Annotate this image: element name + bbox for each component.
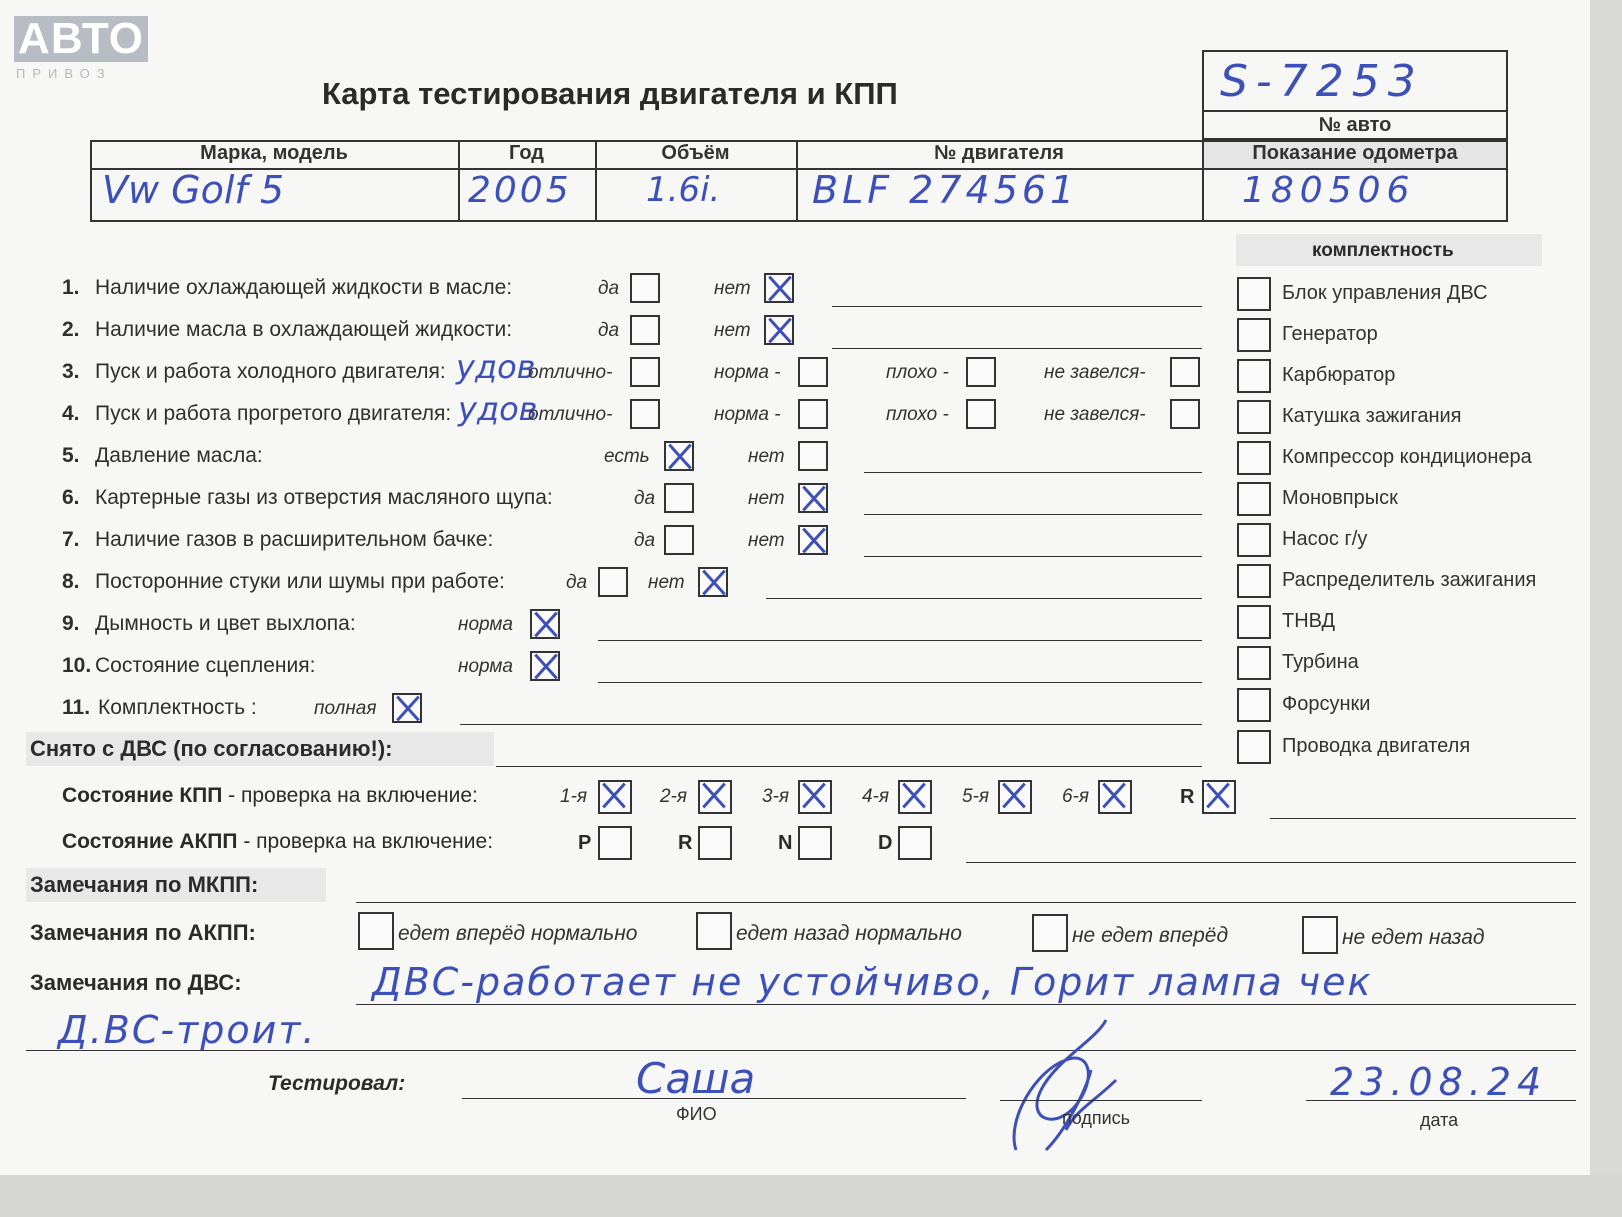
comp-ac-compressor-checkbox[interactable] — [1237, 441, 1271, 475]
item-7-note-line — [864, 556, 1202, 557]
comp-fuel-pump-label: ТНВД — [1282, 610, 1336, 632]
item-8-no-label: нет — [648, 572, 685, 593]
comp-injectors-checkbox[interactable] — [1237, 688, 1271, 722]
item-3-number: 3. — [62, 360, 80, 383]
col-engine-header: № двигателя — [934, 142, 1064, 164]
akpp-backward-ok-checkbox[interactable] — [696, 912, 732, 950]
item-2-number: 2. — [62, 318, 80, 341]
item-9-label: Дымность и цвет выхлопа: — [95, 612, 356, 635]
item-3-excellent-checkbox[interactable] — [630, 357, 660, 387]
item-8-number: 8. — [62, 570, 80, 593]
date-label: дата — [1420, 1110, 1459, 1130]
gear-r-label: R — [1180, 786, 1195, 808]
item-11-note-line — [460, 724, 1202, 725]
item-4-label: Пуск и работа прогретого двигателя: — [95, 402, 452, 425]
item-5-no-checkbox[interactable] — [798, 441, 828, 471]
item-9-number: 9. — [62, 612, 80, 635]
comp-wiring-label: Проводка двигателя — [1282, 735, 1471, 757]
comp-distributor-label: Распределитель зажигания — [1282, 569, 1537, 591]
removed-label: Снято с ДВС (по согласованию!): — [30, 736, 393, 761]
akpp-label-bold: Состояние АКПП — [62, 830, 238, 853]
akpp-d-checkbox[interactable] — [898, 826, 932, 860]
comp-wiring-checkbox[interactable] — [1237, 730, 1271, 764]
item-10-label: Состояние сцепления: — [95, 654, 316, 677]
item-3-not-started-checkbox[interactable] — [1170, 357, 1200, 387]
item-2-note-line — [832, 348, 1202, 349]
scan-edge-bottom — [0, 1175, 1622, 1217]
volume-value: 1.6i. — [646, 170, 721, 210]
item-4-handwritten: удов — [458, 390, 538, 428]
col-brand-header: Марка, модель — [200, 142, 348, 164]
item-1-number: 1. — [62, 276, 80, 299]
item-5-note-line — [864, 472, 1202, 473]
item-10-note-line — [598, 682, 1202, 683]
gear-r-checkbox[interactable] — [1202, 780, 1236, 814]
item-1-no-checkbox[interactable] — [764, 273, 794, 303]
item-6-yes-checkbox[interactable] — [664, 483, 694, 513]
remarks-mkpp-label: Замечания по МКПП: — [30, 872, 259, 897]
item-10-normal-label: норма — [458, 656, 513, 677]
comp-mono-injection-label: Моновпрыск — [1282, 487, 1398, 509]
akpp-p-checkbox[interactable] — [598, 826, 632, 860]
akpp-note-line — [966, 862, 1576, 863]
year-value: 2005 — [468, 170, 572, 211]
gear-6-label: 6-я — [1062, 786, 1090, 807]
item-7-yes-checkbox[interactable] — [664, 525, 694, 555]
gear-2-checkbox[interactable] — [698, 780, 732, 814]
akpp-label-rest: - проверка на включение: — [237, 830, 494, 853]
item-4-excellent-label: отлично- — [528, 404, 613, 425]
item-11-full-checkbox[interactable] — [392, 693, 422, 723]
comp-injectors-label: Форсунки — [1282, 693, 1371, 715]
item-5-yes-checkbox[interactable] — [664, 441, 694, 471]
akpp-no-backward-checkbox[interactable] — [1302, 916, 1338, 954]
item-4-number: 4. — [62, 402, 80, 425]
item-4-bad-label: плохо - — [886, 404, 949, 425]
gear-2-label: 2-я — [660, 786, 688, 807]
comp-fuel-pump-checkbox[interactable] — [1237, 605, 1271, 639]
item-1-yes-label: да — [598, 278, 620, 299]
comp-turbo-checkbox[interactable] — [1237, 646, 1271, 680]
item-4-not-started-label: не завелся- — [1044, 404, 1146, 425]
item-8-no-checkbox[interactable] — [698, 567, 728, 597]
comp-ecu-label: Блок управления ДВС — [1282, 282, 1488, 304]
item-8-note-line — [766, 598, 1202, 599]
comp-generator-label: Генератор — [1282, 323, 1378, 345]
item-6-label: Картерные газы из отверстия масляного щупа: — [95, 486, 553, 509]
comp-ecu-checkbox[interactable] — [1237, 277, 1271, 311]
auto-number-label: № авто — [1318, 114, 1392, 136]
item-2-no-label: нет — [714, 320, 751, 341]
remarks-dvs-line2 — [26, 1050, 1576, 1051]
item-11-number: 11. — [62, 696, 91, 719]
comp-mono-injection-checkbox[interactable] — [1237, 482, 1271, 516]
col-odometer-header: Показание одометра — [1252, 142, 1458, 164]
akpp-n-label: N — [778, 832, 793, 854]
item-3-normal-label: норма - — [714, 362, 781, 383]
gear-4-label: 4-я — [862, 786, 890, 807]
item-9-normal-checkbox[interactable] — [530, 609, 560, 639]
engine-number-value: BLF 274561 — [812, 168, 1079, 212]
comp-turbo-label: Турбина — [1282, 651, 1359, 673]
item-10-normal-checkbox[interactable] — [530, 651, 560, 681]
item-6-no-label: нет — [748, 488, 785, 509]
remarks-dvs-label: Замечания по ДВС: — [30, 970, 242, 995]
col-volume-header: Объём — [661, 142, 730, 164]
completeness-title: комплектность — [1312, 240, 1454, 261]
akpp-no-forward-checkbox[interactable] — [1032, 914, 1068, 952]
gear-3-label: 3-я — [762, 786, 790, 807]
kpp-label — [62, 784, 478, 808]
remarks-dvs-text-line1: ДВС-работает не устойчиво, Горит лампа чек — [372, 960, 1373, 1004]
tester-name: Саша — [636, 1054, 756, 1103]
gear-3-checkbox[interactable] — [798, 780, 832, 814]
comp-generator-checkbox[interactable] — [1237, 318, 1271, 352]
item-6-note-line — [864, 514, 1202, 515]
akpp-no-forward-label: не едет вперёд — [1072, 924, 1229, 947]
comp-distributor-checkbox[interactable] — [1237, 564, 1271, 598]
item-3-excellent-label: отлично- — [528, 362, 613, 383]
comp-power-steering-checkbox[interactable] — [1237, 523, 1271, 557]
logo-subtitle: ПРИВОЗ — [16, 66, 112, 81]
item-2-yes-checkbox[interactable] — [630, 315, 660, 345]
item-8-yes-checkbox[interactable] — [598, 567, 628, 597]
akpp-n-checkbox[interactable] — [798, 826, 832, 860]
kpp-note-line — [1270, 818, 1576, 819]
item-2-label: Наличие масла в охлаждающей жидкости: — [95, 318, 513, 341]
remarks-dvs-line1 — [356, 1004, 1576, 1005]
comp-coil-label: Катушка зажигания — [1282, 405, 1462, 427]
page-title: Карта тестирования двигателя и КПП — [322, 76, 898, 111]
item-4-not-started-checkbox[interactable] — [1170, 399, 1200, 429]
item-2-no-checkbox[interactable] — [764, 315, 794, 345]
fio-line — [462, 1098, 966, 1099]
gear-6-checkbox[interactable] — [1098, 780, 1132, 814]
item-7-no-checkbox[interactable] — [798, 525, 828, 555]
item-5-label: Давление масла: — [95, 444, 263, 467]
item-5-yes-label: есть — [604, 446, 650, 467]
item-3-normal-checkbox[interactable] — [798, 357, 828, 387]
item-9-normal-label: норма — [458, 614, 513, 635]
tested-by-label: Тестировал: — [268, 1072, 406, 1095]
item-4-normal-label: норма - — [714, 404, 781, 425]
item-3-bad-checkbox[interactable] — [966, 357, 996, 387]
item-3-handwritten: удов — [456, 348, 536, 386]
kpp-label-bold: Состояние КПП — [62, 784, 223, 807]
date-line — [1306, 1100, 1576, 1101]
akpp-d-label: D — [878, 832, 893, 854]
akpp-forward-ok-label: едет вперёд нормально — [398, 922, 638, 945]
akpp-no-backward-label: не едет назад — [1342, 926, 1485, 949]
item-8-yes-label: да — [566, 572, 588, 593]
akpp-forward-ok-checkbox[interactable] — [358, 912, 394, 950]
header-table — [90, 112, 1508, 222]
item-4-bad-checkbox[interactable] — [966, 399, 996, 429]
item-1-note-line — [832, 306, 1202, 307]
item-8-label: Посторонние стуки или шумы при работе: — [95, 570, 505, 593]
remarks-dvs-text-line2: Д.ВС-троит. — [58, 1008, 317, 1052]
comp-ac-compressor-label: Компрессор кондиционера — [1282, 446, 1532, 468]
comp-carburetor-checkbox[interactable] — [1237, 359, 1271, 393]
logo: АВТО — [14, 16, 148, 62]
remarks-akpp-label: Замечания по АКПП: — [30, 920, 256, 945]
remarks-mkpp-line — [356, 902, 1576, 903]
item-11-label: Комплектность : — [98, 696, 257, 719]
scan-edge-right — [1590, 0, 1622, 1217]
brand-value: Vw Golf 5 — [102, 168, 285, 212]
col-year-header: Год — [509, 142, 544, 164]
akpp-r-label: R — [678, 832, 693, 854]
comp-power-steering-label: Насос г/у — [1282, 528, 1368, 550]
item-1-label: Наличие охлаждающей жидкости в масле: — [95, 276, 513, 299]
akpp-backward-ok-label: едет назад нормально — [736, 922, 962, 945]
akpp-label — [62, 830, 493, 854]
item-11-full-label: полная — [314, 698, 377, 719]
gear-1-checkbox[interactable] — [598, 780, 632, 814]
item-4-normal-checkbox[interactable] — [798, 399, 828, 429]
item-7-no-label: нет — [748, 530, 785, 551]
fio-label: ФИО — [676, 1104, 717, 1124]
item-4-excellent-checkbox[interactable] — [630, 399, 660, 429]
item-9-note-line — [598, 640, 1202, 641]
date-value: 23.08.24 — [1330, 1060, 1548, 1104]
item-6-number: 6. — [62, 486, 80, 509]
item-7-number: 7. — [62, 528, 80, 551]
item-10-number: 10. — [62, 654, 92, 677]
item-3-label: Пуск и работа холодного двигателя: — [95, 360, 446, 383]
signature-label: подпись — [1062, 1108, 1131, 1128]
item-6-yes-label: да — [634, 488, 656, 509]
gear-5-checkbox[interactable] — [998, 780, 1032, 814]
signature-line — [1000, 1100, 1202, 1101]
akpp-r-checkbox[interactable] — [698, 826, 732, 860]
removed-line — [496, 766, 1202, 767]
item-5-number: 5. — [62, 444, 80, 467]
item-1-yes-checkbox[interactable] — [630, 273, 660, 303]
gear-5-label: 5-я — [962, 786, 990, 807]
gear-1-label: 1-я — [560, 786, 588, 807]
item-6-no-checkbox[interactable] — [798, 483, 828, 513]
item-5-no-label: нет — [748, 446, 785, 467]
comp-carburetor-label: Карбюратор — [1282, 364, 1396, 386]
item-7-yes-label: да — [634, 530, 656, 551]
item-1-no-label: нет — [714, 278, 751, 299]
odometer-value: 180506 — [1242, 170, 1416, 211]
comp-coil-checkbox[interactable] — [1237, 400, 1271, 434]
item-3-not-started-label: не завелся- — [1044, 362, 1146, 383]
signature-scribble — [996, 1010, 1136, 1160]
item-7-label: Наличие газов в расширительном бачке: — [95, 528, 494, 551]
item-3-bad-label: плохо - — [886, 362, 949, 383]
gear-4-checkbox[interactable] — [898, 780, 932, 814]
item-2-yes-label: да — [598, 320, 620, 341]
kpp-label-rest: - проверка на включение: — [222, 784, 478, 807]
auto-number-value: S-7253 — [1220, 56, 1424, 107]
akpp-p-label: P — [578, 832, 592, 854]
